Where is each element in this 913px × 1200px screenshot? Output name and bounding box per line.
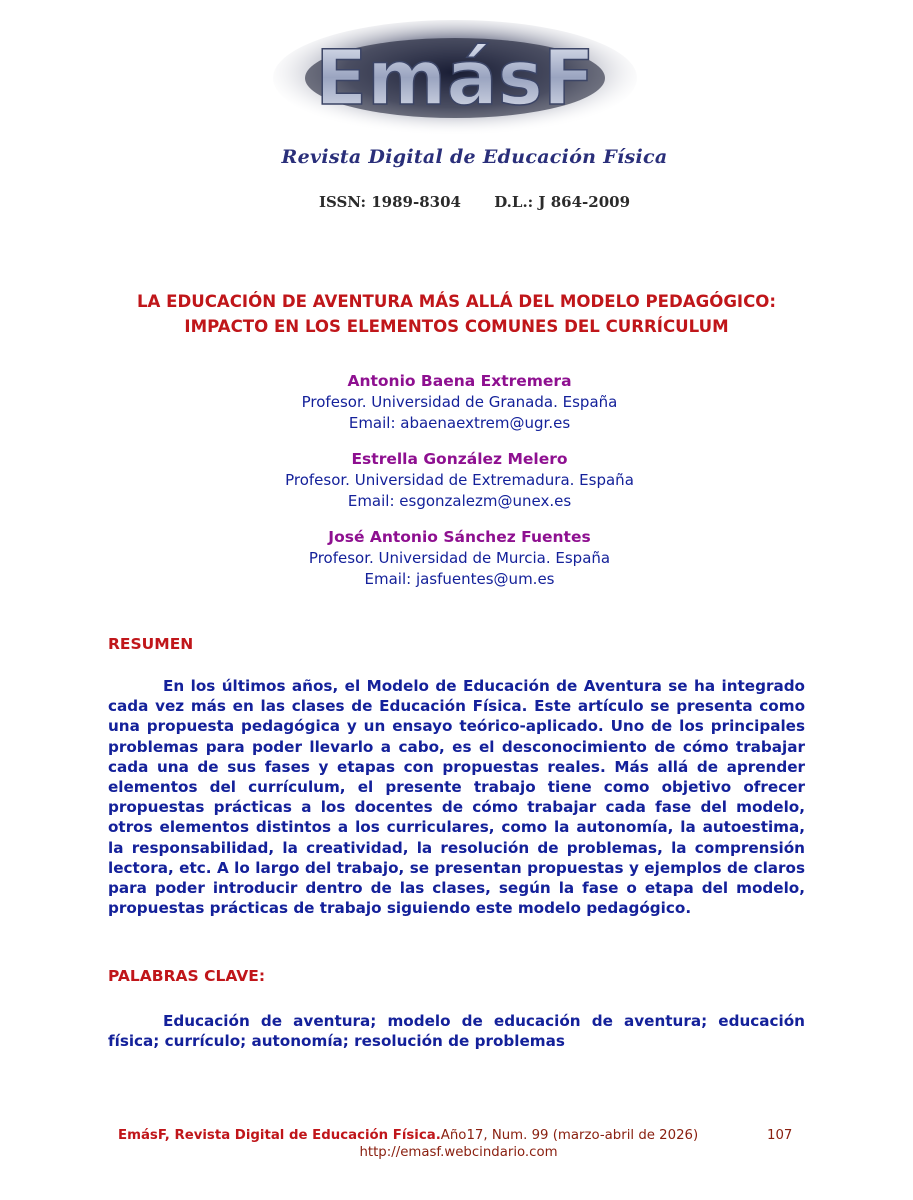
footer-url[interactable]: http://emasf.webcindario.com xyxy=(359,1145,558,1160)
author-block xyxy=(6,449,913,512)
issn: ISSN: 1989-8304 xyxy=(318,193,461,211)
author-affiliation: Profesor. Universidad de Extremadura. España xyxy=(285,471,634,489)
author-affiliation: Profesor. Universidad de Murcia. España xyxy=(308,549,611,567)
author-affiliation: Profesor. Universidad de Granada. España xyxy=(301,393,618,411)
author-email[interactable]: Email: jasfuentes@um.es xyxy=(364,570,555,588)
title-line-2: IMPACTO EN LOS ELEMENTOS COMUNES DEL CURRÍCULUM xyxy=(184,317,729,336)
footer-journal: EmásF, Revista Digital de Educación Física. xyxy=(118,1128,441,1143)
author-name: Estrella González Melero xyxy=(351,450,568,468)
author-name: José Antonio Sánchez Fuentes xyxy=(328,528,591,546)
keywords-text: Educación de aventura; modelo de educación de aventura; educación física; currículo; autonomía; resolución de problemas xyxy=(108,1012,805,1051)
journal-subtitle: Revista Digital de Educación Física xyxy=(281,146,668,168)
author-block xyxy=(6,527,913,590)
logo-wordmark: EmásF xyxy=(315,33,595,122)
legal-deposit: D.L.: J 864-2009 xyxy=(494,193,631,211)
author-email[interactable]: Email: esgonzalezm@unex.es xyxy=(347,492,572,510)
abstract-heading: RESUMEN xyxy=(108,635,194,653)
author-email[interactable]: Email: abaenaextrem@ugr.es xyxy=(348,414,571,432)
title-line-1: LA EDUCACIÓN DE AVENTURA MÁS ALLÁ DEL MODELO PEDAGÓGICO: xyxy=(136,292,777,311)
page-number: 107 xyxy=(767,1128,793,1143)
author-block xyxy=(6,371,913,434)
article-title xyxy=(60,289,853,339)
author-list xyxy=(0,371,913,605)
logo-graphic xyxy=(270,20,640,150)
keywords-heading: PALABRAS CLAVE: xyxy=(108,967,266,985)
journal-logo xyxy=(270,20,640,150)
footer-citation xyxy=(118,1127,698,1144)
abstract-text: En los últimos años, el Modelo de Educación de Aventura se ha integrado cada vez más en las clases de Educación Física. Este artículo se presenta como una propuesta pedagógica y un ensayo teórico-aplicado. Uno de los principales problemas para poder llevarlo a cabo, es el desconocimiento de cómo trabajar cada una de sus fases y etapas con propuestas reales. Más allá de aprender elementos del currículum, el presente trabajo tiene como objetivo ofrecer propuestas prácticas a los docentes de cómo trabajar cada fase del modelo, otros elementos distintos a los curriculares, como la autonomía, la autoestima, la responsabilidad, la creatividad, la resolución de problemas, la comprensión lectora, etc. A lo largo del trabajo, se presentan propuestas y ejemplos de claros para poder introducir dentro de las clases, según la fase o etapa del modelo, propuestas prácticas de trabajo siguiendo este modelo pedagógico. xyxy=(108,677,805,918)
author-name: Antonio Baena Extremera xyxy=(347,372,572,390)
issn-row xyxy=(0,193,913,211)
footer-issue: Año17, Num. 99 (marzo-abril de 2026) xyxy=(440,1128,699,1143)
